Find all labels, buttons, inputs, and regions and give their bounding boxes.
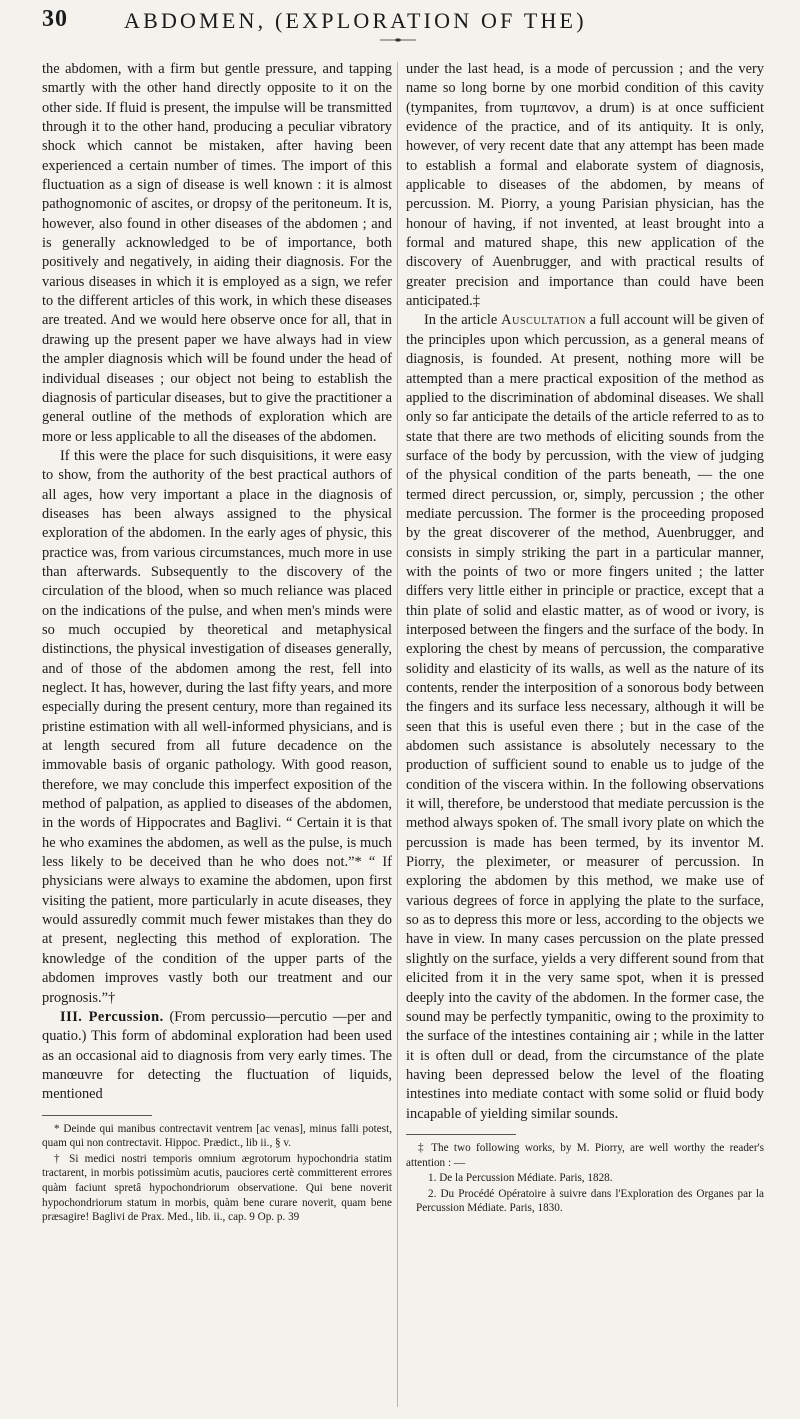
page-number: 30 xyxy=(42,6,68,32)
footnote-baglivi: † Si medici nostri temporis omnium ægrotorum hypochondria statim tractarent, in morbis potissimùm acutis, pauciores certè committerent errores quàm faciunt spretâ hypochondriorum observatione. Qui bene noverit hypochondriorum statum in morbis, quàm bene curare noverit, quam bene præsagire! Baglivi de Prax. Med., lib. ii., cap. 9 Op. p. 39 xyxy=(42,1152,392,1224)
left-footnotes xyxy=(42,1115,392,1225)
footnote-piorry: ‡ The two following works, by M. Piorry, are well worthy the reader's attention : — xyxy=(406,1141,764,1169)
column-divider xyxy=(397,62,398,1407)
footnote-rule xyxy=(42,1115,152,1116)
article-ref-auscultation: Auscultation xyxy=(501,312,586,329)
left-column xyxy=(42,60,392,1226)
header-ornament-icon xyxy=(380,38,416,42)
footnote-hippocrates: * Deinde qui manibus contrectavit ventrem [ac venas], minus falli potest, quam qui non contrectavit. Hippoc. Prædict., lib ii., § v. xyxy=(42,1122,392,1150)
left-paragraph-2: If this were the place for such disquisitions, it were easy to show, from the authority of the best practical authors of all ages, how very important a place in the diagnosis of diseases has been always assigned to the physical exploration of the abdomen. In the early ages of physic, this practice was, from various circumstances, much more in use than afterwards. Subsequently to the discovery of the circulation of the blood, when so much reliance was placed on the indications of the pulse, and when men's minds were so much occupied by theoretical and metaphysical distinctions, the physical investigation of diseases generally, and of those of the abdomen among the rest, fell into neglect. It has, however, during the last fifty years, and more especially during the present century, more than regained its pristine estimation with all well-informed physicians, and is at length secured from all future decadence on the immovable basis of organic pathology. With good reason, therefore, we may conclude this imperfect exposition of the method of palpation, as applied to diseases of the abdomen, in the words of Hippocrates and Baglivi. “ Certain it is that he who examines the abdomen, as well as the pulse, is much less likely to be deceived than he who does not.”* “ If physicians were always to examine the abdomen, upon first visiting the patient, more particularly in acute diseases, they would assuredly commit much fewer mistakes than they do at present, neglecting this method of exploration. The knowledge of the condition of the upper parts of the abdomen improves vastly both our treatment and our prognosis.”† xyxy=(42,447,392,1006)
section-heading-percussion: III. Percussion. xyxy=(60,1008,164,1025)
right-paragraph-2 xyxy=(406,311,764,1123)
page-header xyxy=(42,4,762,40)
footnote-piorry-work-1: 1. De la Percussion Médiate. Paris, 1828. xyxy=(428,1172,613,1185)
right-footnotes xyxy=(406,1134,764,1216)
percussion-text: (From percussio—percutio —per and quatio.) This form of abdominal exploration had been used as an occasional aid to diagnosis from very early times. The manœuvre for detecting the fluctuation of liquids, mentioned xyxy=(42,1008,392,1103)
right-column xyxy=(406,60,764,1217)
running-title: ABDOMEN, (EXPLORATION OF THE) xyxy=(124,8,587,33)
footnote-piorry-work-2: 2. Du Procédé Opératoire à suivre dans l'Exploration des Organes par la Percussion Médiate. Paris, 1830. xyxy=(416,1187,764,1215)
footnote-rule xyxy=(406,1134,516,1135)
article-ref-lead: In the article xyxy=(424,312,498,329)
right-paragraph-1: under the last head, is a mode of percussion ; and the very name so long borne by one morbid condition of this cavity (tympanites, from τυμπανον, a drum) is at once sufficient evidence of the practice, and of its antiquity. It is only, however, of very recent date that any attempt has been made to establish a formal and elaborate system of diagnosis, applicable to diseases of the abdomen, by means of percussion. M. Piorry, a young Parisian physician, has the honour of having, if not invented, at least brought into a formal and matured shape, this new application of the discovery of Auenbrugger, and with practical results of greater precision and importance than could have been anticipated.‡ xyxy=(406,61,764,310)
left-paragraph-1: the abdomen, with a firm but gentle pressure, and tapping smartly with the other hand directly opposite to it on the other side. If fluid is present, the impulse will be transmitted through it to the other hand, producing a peculiar vibratory shock which cannot be mistaken, after having been experienced a certain number of times. The import of this fluctuation as a sign of disease is well known : it is almost pathognomonic of ascites, or dropsy of the peritoneum. It is, however, also found in other diseases of the abdomen ; and is generally acknowledged to be of importance, both positively and negatively, in aiding their diagnosis. For the various diseases in which it is employed as a sign, we refer to the different articles of this work, in which these diseases are treated. And we would here observe once for all, that in drawing up the present paper we have always had in view the ampler diagnosis which will be found under the head of individual diseases ; our object not being to establish the diagnosis of particular diseases, but to give the practitioner a general outline of the methods of exploration which are more or less applicable to all the diseases of the abdomen. xyxy=(42,61,392,445)
right-paragraph-2-text: a full account will be given of the principles upon which percussion, as a general means of diagnosis, is founded. At present, nothing more will be attempted than a mere practical exposition of the method as applied to the discrimination of abdominal diseases. We shall only so far anticipate the details of the article referred to as to state that there are two methods of eliciting sounds from the surface of the body by percussion, with the view of judging of the physical condition of the parts beneath, — the one termed direct percussion, or, simply, percussion ; the other mediate percussion. The former is the proceeding proposed by the great discoverer of the method, Auenbrugger, and consists in simply striking the part in a particular manner, with the points of two or more fingers united ; the latter differs very little either in principle or practice, except that a thin plate of solid and elastic matter, as of wood or ivory, is interposed between the fingers and the surface of the body. In exploring the chest by means of percussion, the comparative solidity and elasticity of its walls, as well as the nature of its contents, render the interposition of a sonorous body between the fingers and its surface less necessary, although it will be seen that this is useful even there ; but in the case of the abdomen such assistance is absolutely necessary to the production of sufficient sound to enable us to judge of the condition of the viscera within. In the following observations it will, therefore, be understood that mediate percussion is the method always spoken of. The small ivory plate on which the percussion is made has been termed, by its inventor M. Piorry, the pleximeter, or measurer of percussion. In exploring the abdomen by this method, we make use of various degrees of force in applying the plate to the surface, so as to depress this more or less, according to the objects we have in view. In many cases percussion on the plate pressed slightly on the surface, yields a very different sound from that elicited from it in the very same spot, when it is pressed deeply into the cavity of the abdomen. In the former case, the sound may be perfectly tympanitic, owing to the proximity to the surface of the intestines containing air ; while in the latter it is often dull or dead, from the circumstance of the plate having been depressed below the level of the floating intestines into mediate contact with some solid or fluid body incapable of yielding similar sounds. xyxy=(406,312,764,1122)
percussion-paragraph xyxy=(42,1008,392,1105)
